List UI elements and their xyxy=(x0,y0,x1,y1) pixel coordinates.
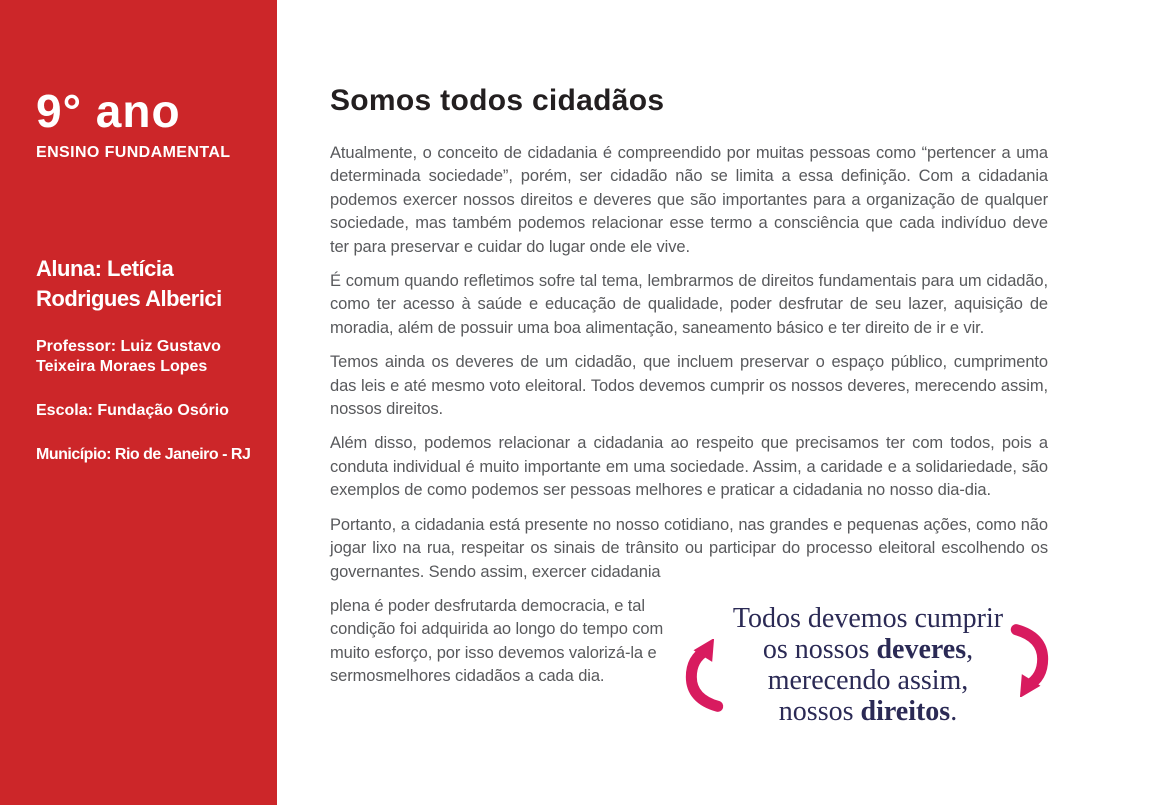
school-name: Escola: Fundação Osório xyxy=(36,402,229,420)
bottom-row xyxy=(330,595,1048,735)
pull-quote xyxy=(682,595,1048,735)
paragraph-5-start: Portanto, a cidadania está presente no nosso cotidiano, nas grandes e pequenas ações, como não jogar lixo na rua, respeitar os sinais de trânsito ou participar do processo eleitoral escolhendo os governantes. Sendo assim, exercer cidadania xyxy=(330,515,1048,581)
paragraph-5-continuation-column xyxy=(330,595,682,689)
city-name: Município: Rio de Janeiro - RJ xyxy=(36,446,251,464)
quote-line-3: merecendo assim, xyxy=(767,664,969,696)
paragraph-2: É comum quando refletimos sofre tal tema, lembrarmos de direitos fundamentais para um cidadão, como ter acesso à saúde e educação de qualidade, poder desfrutar de seu lazer, aquisição de moradia, além de possuir uma boa alimentação, saneamento básico e ter direito de ir e vir. xyxy=(330,272,1048,337)
quote-line-2: os nossos deveres, xyxy=(762,633,974,665)
grade-title: 9° ano xyxy=(36,85,181,137)
quote-arrow-left-icon xyxy=(684,639,728,720)
student-name: Aluna: Letícia Rodrigues Alberici xyxy=(36,256,222,311)
quote-arrow-right-icon xyxy=(1006,621,1050,702)
sidebar xyxy=(0,0,277,805)
quote-line-1: Todos devemos cumprir xyxy=(732,602,1004,634)
education-level-label: ENSINO FUNDAMENTAL xyxy=(36,144,231,161)
paragraph-4: Além disso, podemos relacionar a cidadania ao respeito que precisamos ter com todos, pois a conduta individual é muito importante em uma sociedade. Assim, a caridade e a solidariedade, são exemplos de como podemos ser pessoas melhores e praticar a cidadania no nosso dia-dia. xyxy=(330,434,1048,500)
article xyxy=(277,0,1150,805)
quote-line-4: nossos direitos. xyxy=(778,695,958,727)
pull-quote-text xyxy=(732,603,1004,727)
teacher-name: Professor: Luiz Gustavo Teixeira Moraes Lopes xyxy=(36,338,221,376)
paragraph-3: Temos ainda os deveres de um cidadão, que incluem preservar o espaço público, cumprimento das leis e até mesmo voto eleitoral. Todos devemos cumprir os nossos deveres, merecendo assim, nossos direitos. xyxy=(330,353,1048,419)
paragraph-1: Atualmente, o conceito de cidadania é compreendido por muitas pessoas como “pertencer a uma determinada sociedade”, porém, ser cidadão não se limita a essa definição. Com a cidadania podemos exercer nossos direitos e deveres que são importantes para a organização de qualquer sociedade, mas também podemos relacionar esse termo a consciência que cada indivíduo deve ter para preservar e cuidar do lugar onde ele vive. xyxy=(330,144,1048,256)
article-title: Somos todos cidadãos xyxy=(330,84,665,117)
paragraph-5-continuation: plena é poder desfrutarda democracia, e tal condição foi adquirida ao longo do tempo com muito esforço, por isso devemos valorizá-la e sermosmelhores cidadãos a cada dia. xyxy=(330,596,664,686)
